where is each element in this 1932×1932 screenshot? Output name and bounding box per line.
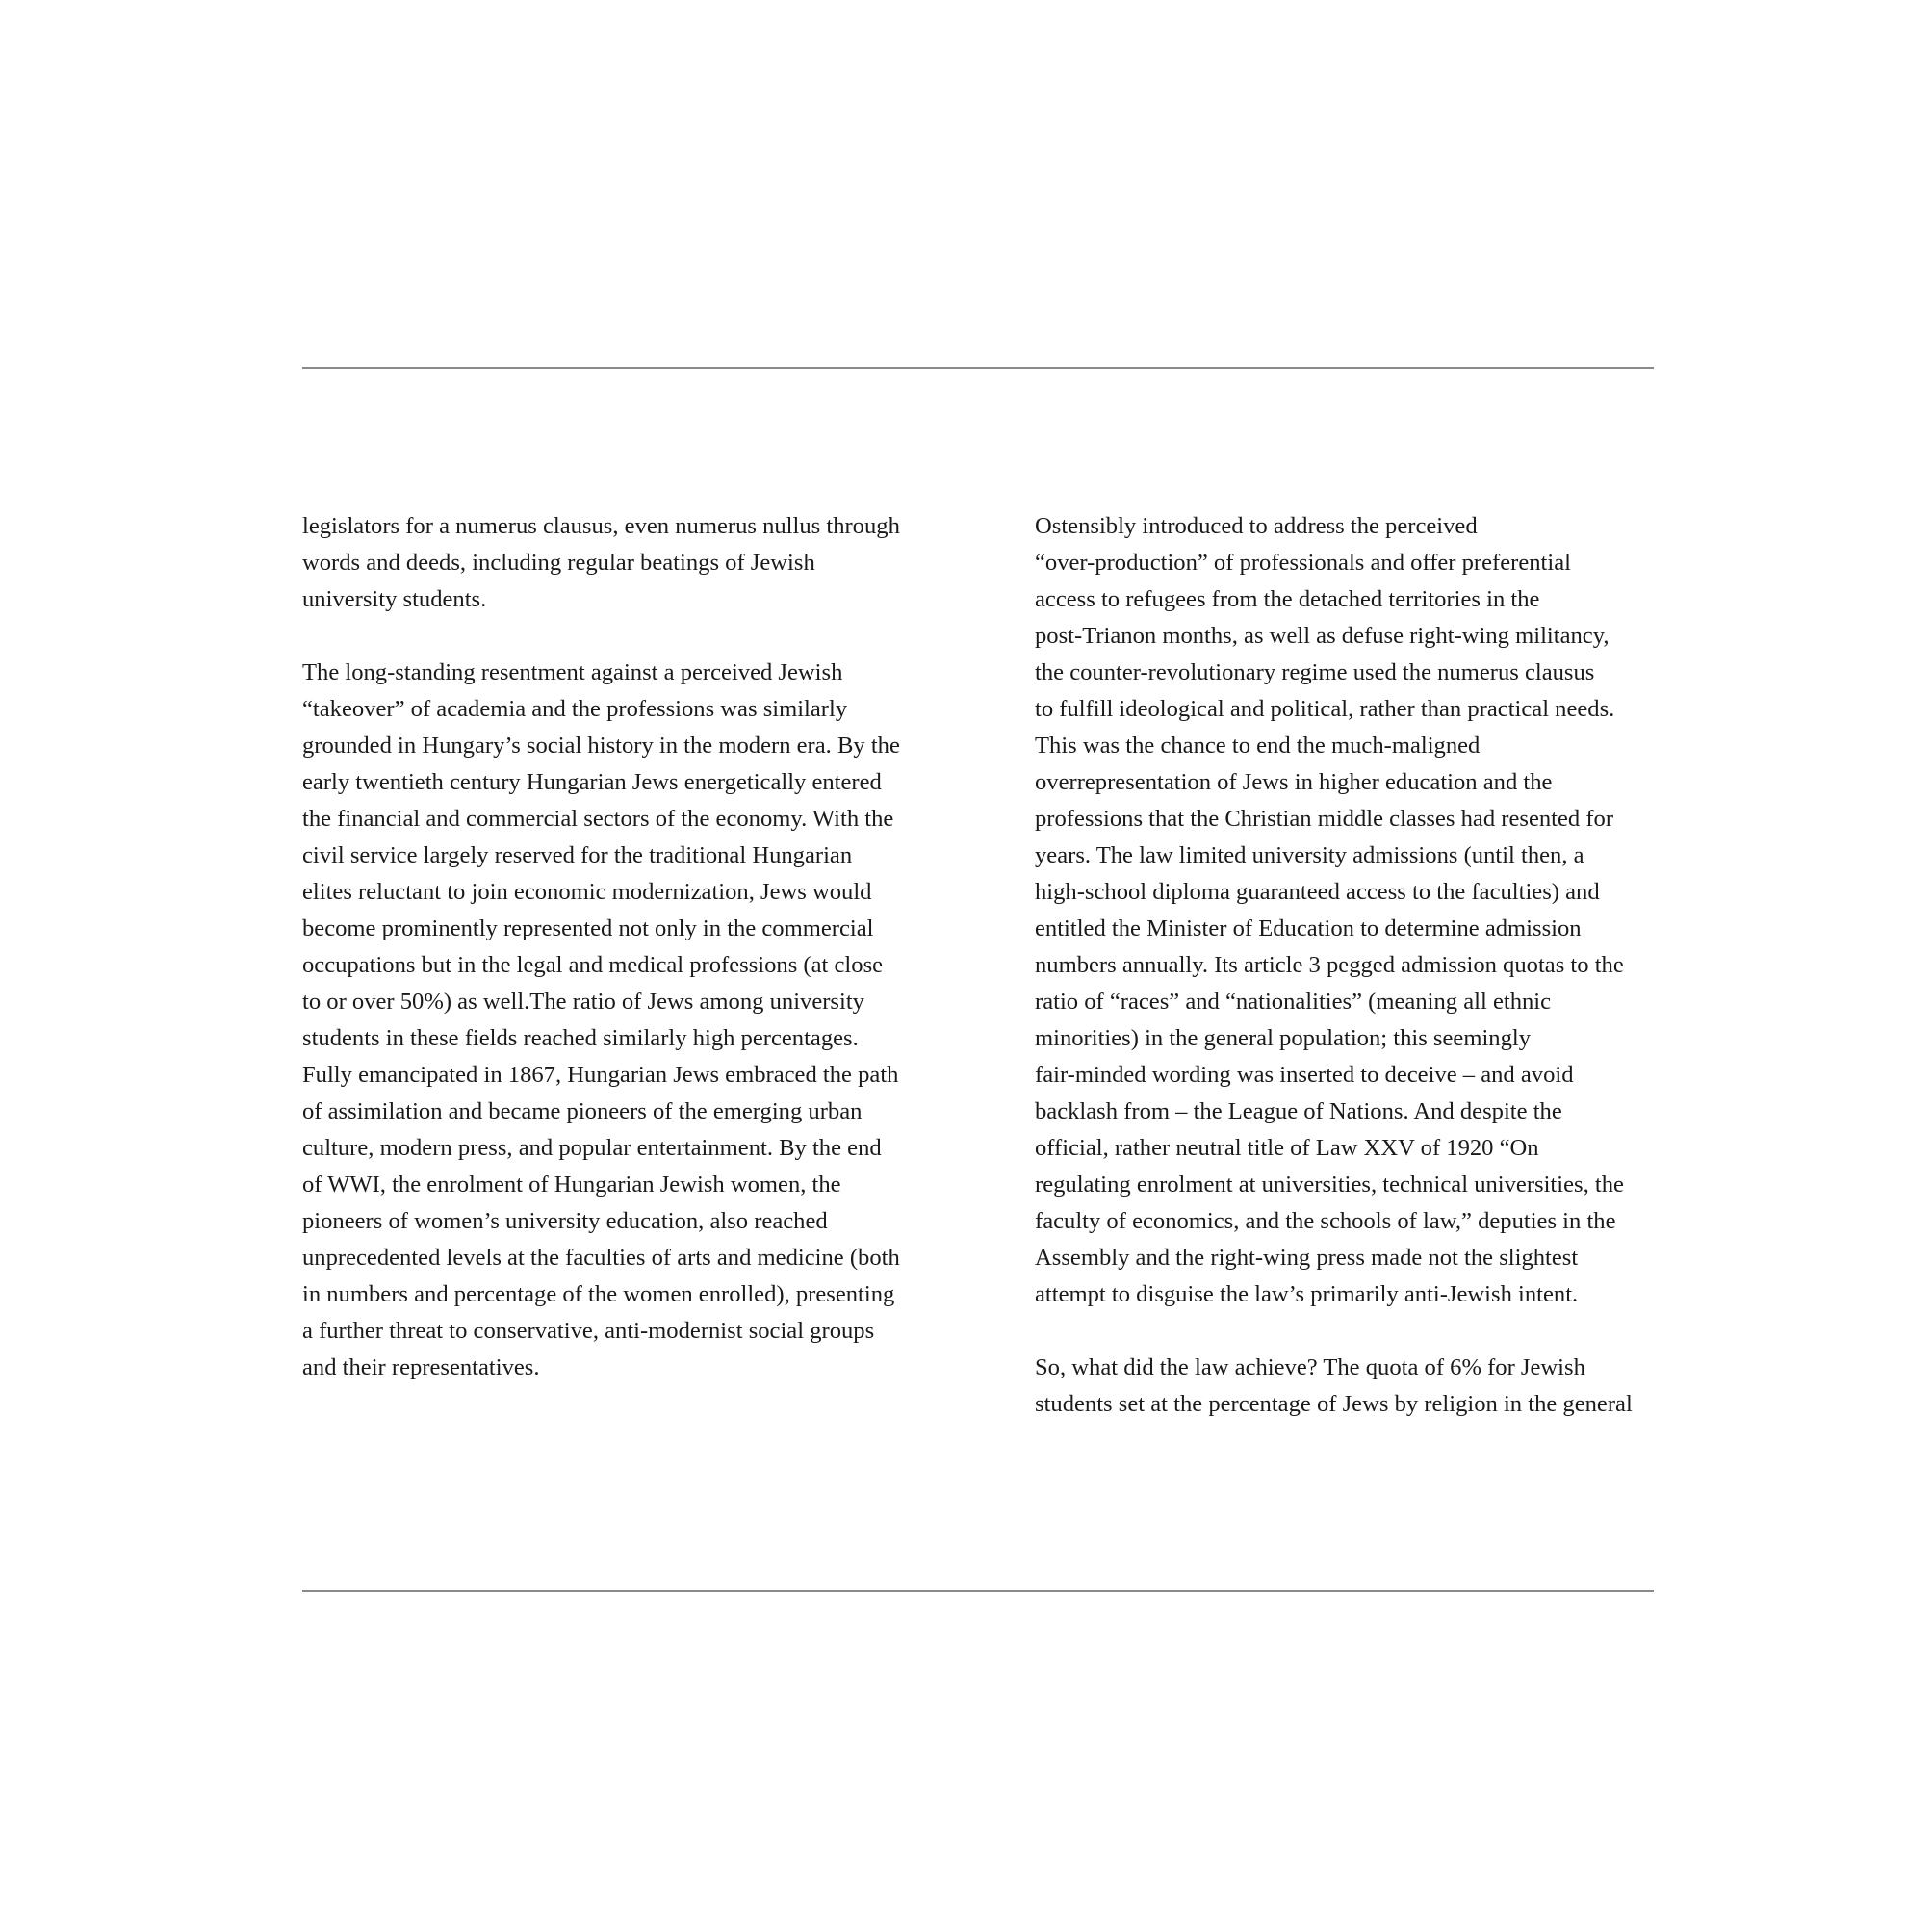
paragraph bbox=[302, 655, 938, 1386]
text-line: grounded in Hungary’s social history in the modern era. By the bbox=[302, 733, 900, 759]
text-line: the financial and commercial sectors of the economy. With the bbox=[302, 806, 894, 832]
text-line: numbers annually. Its article 3 pegged admission quotas to the bbox=[1035, 952, 1624, 978]
text-line: students set at the percentage of Jews by religion in the general bbox=[1035, 1391, 1633, 1417]
text-line: the counter-revolutionary regime used the numerus clausus bbox=[1035, 659, 1595, 685]
text-line: professions that the Christian middle classes had resented for bbox=[1035, 806, 1614, 832]
text-line: access to refugees from the detached territories in the bbox=[1035, 586, 1540, 612]
text-line: entitled the Minister of Education to determine admission bbox=[1035, 915, 1582, 941]
text-line: years. The law limited university admissions (until then, a bbox=[1035, 842, 1584, 868]
text-line: regulating enrolment at universities, technical universities, the bbox=[1035, 1172, 1624, 1198]
text-line: early twentieth century Hungarian Jews energetically entered bbox=[302, 769, 882, 795]
text-line: occupations but in the legal and medical professions (at close bbox=[302, 952, 884, 978]
text-line: legislators for a numerus clausus, even numerus nullus through bbox=[302, 513, 900, 539]
text-line: pioneers of women’s university education, also reached bbox=[302, 1208, 828, 1234]
text-line: and their representatives. bbox=[302, 1354, 540, 1380]
top-divider bbox=[302, 367, 1654, 369]
text-line: of assimilation and became pioneers of the emerging urban bbox=[302, 1098, 863, 1124]
text-line: in numbers and percentage of the women enrolled), presenting bbox=[302, 1281, 895, 1307]
text-line: minorities) in the general population; this seemingly bbox=[1035, 1025, 1532, 1051]
text-line: civil service largely reserved for the traditional Hungarian bbox=[302, 842, 853, 868]
text-line: Ostensibly introduced to address the perceived bbox=[1035, 513, 1478, 539]
text-line: attempt to disguise the law’s primarily anti-Jewish intent. bbox=[1035, 1281, 1579, 1307]
paragraph bbox=[302, 508, 938, 618]
text-line: The long-standing resentment against a perceived Jewish bbox=[302, 659, 843, 685]
paragraph bbox=[1035, 1350, 1670, 1423]
text-line: university students. bbox=[302, 586, 487, 612]
text-line: “takeover” of academia and the professions was similarly bbox=[302, 696, 848, 722]
text-line: ratio of “races” and “nationalities” (meaning all ethnic bbox=[1035, 989, 1552, 1015]
text-line: post-Trianon months, as well as defuse right-wing militancy, bbox=[1035, 623, 1610, 649]
left-column bbox=[302, 508, 938, 1386]
text-line: culture, modern press, and popular entertainment. By the end bbox=[302, 1135, 882, 1161]
paragraph bbox=[1035, 508, 1670, 1313]
text-line: Fully emancipated in 1867, Hungarian Jews embraced the path bbox=[302, 1062, 899, 1088]
text-line: a further threat to conservative, anti-modernist social groups bbox=[302, 1318, 875, 1344]
text-line: overrepresentation of Jews in higher education and the bbox=[1035, 769, 1553, 795]
text-line: of WWI, the enrolment of Hungarian Jewish women, the bbox=[302, 1172, 841, 1198]
text-line: Assembly and the right-wing press made not the slightest bbox=[1035, 1245, 1579, 1271]
text-line: to fulfill ideological and political, rather than practical needs. bbox=[1035, 696, 1615, 722]
text-line: This was the chance to end the much-maligned bbox=[1035, 733, 1481, 759]
right-column bbox=[1035, 508, 1670, 1423]
text-line: words and deeds, including regular beatings of Jewish bbox=[302, 550, 815, 576]
text-line: So, what did the law achieve? The quota of 6% for Jewish bbox=[1035, 1354, 1585, 1380]
text-line: fair-minded wording was inserted to deceive – and avoid bbox=[1035, 1062, 1574, 1088]
text-line: high-school diploma guaranteed access to the faculties) and bbox=[1035, 879, 1600, 905]
paragraph-gap bbox=[1035, 1313, 1670, 1350]
text-line: become prominently represented not only in the commercial bbox=[302, 915, 874, 941]
text-line: to or over 50%) as well.The ratio of Jews among university bbox=[302, 989, 864, 1015]
bottom-divider bbox=[302, 1590, 1654, 1592]
text-line: faculty of economics, and the schools of law,” deputies in the bbox=[1035, 1208, 1616, 1234]
text-line: “over-production” of professionals and offer preferential bbox=[1035, 550, 1571, 576]
paragraph-gap bbox=[302, 618, 938, 655]
text-line: students in these fields reached similarly high percentages. bbox=[302, 1025, 859, 1051]
text-line: backlash from – the League of Nations. And despite the bbox=[1035, 1098, 1562, 1124]
text-line: official, rather neutral title of Law XXV of 1920 “On bbox=[1035, 1135, 1539, 1161]
text-line: unprecedented levels at the faculties of arts and medicine (both bbox=[302, 1245, 900, 1271]
text-line: elites reluctant to join economic modernization, Jews would bbox=[302, 879, 872, 905]
